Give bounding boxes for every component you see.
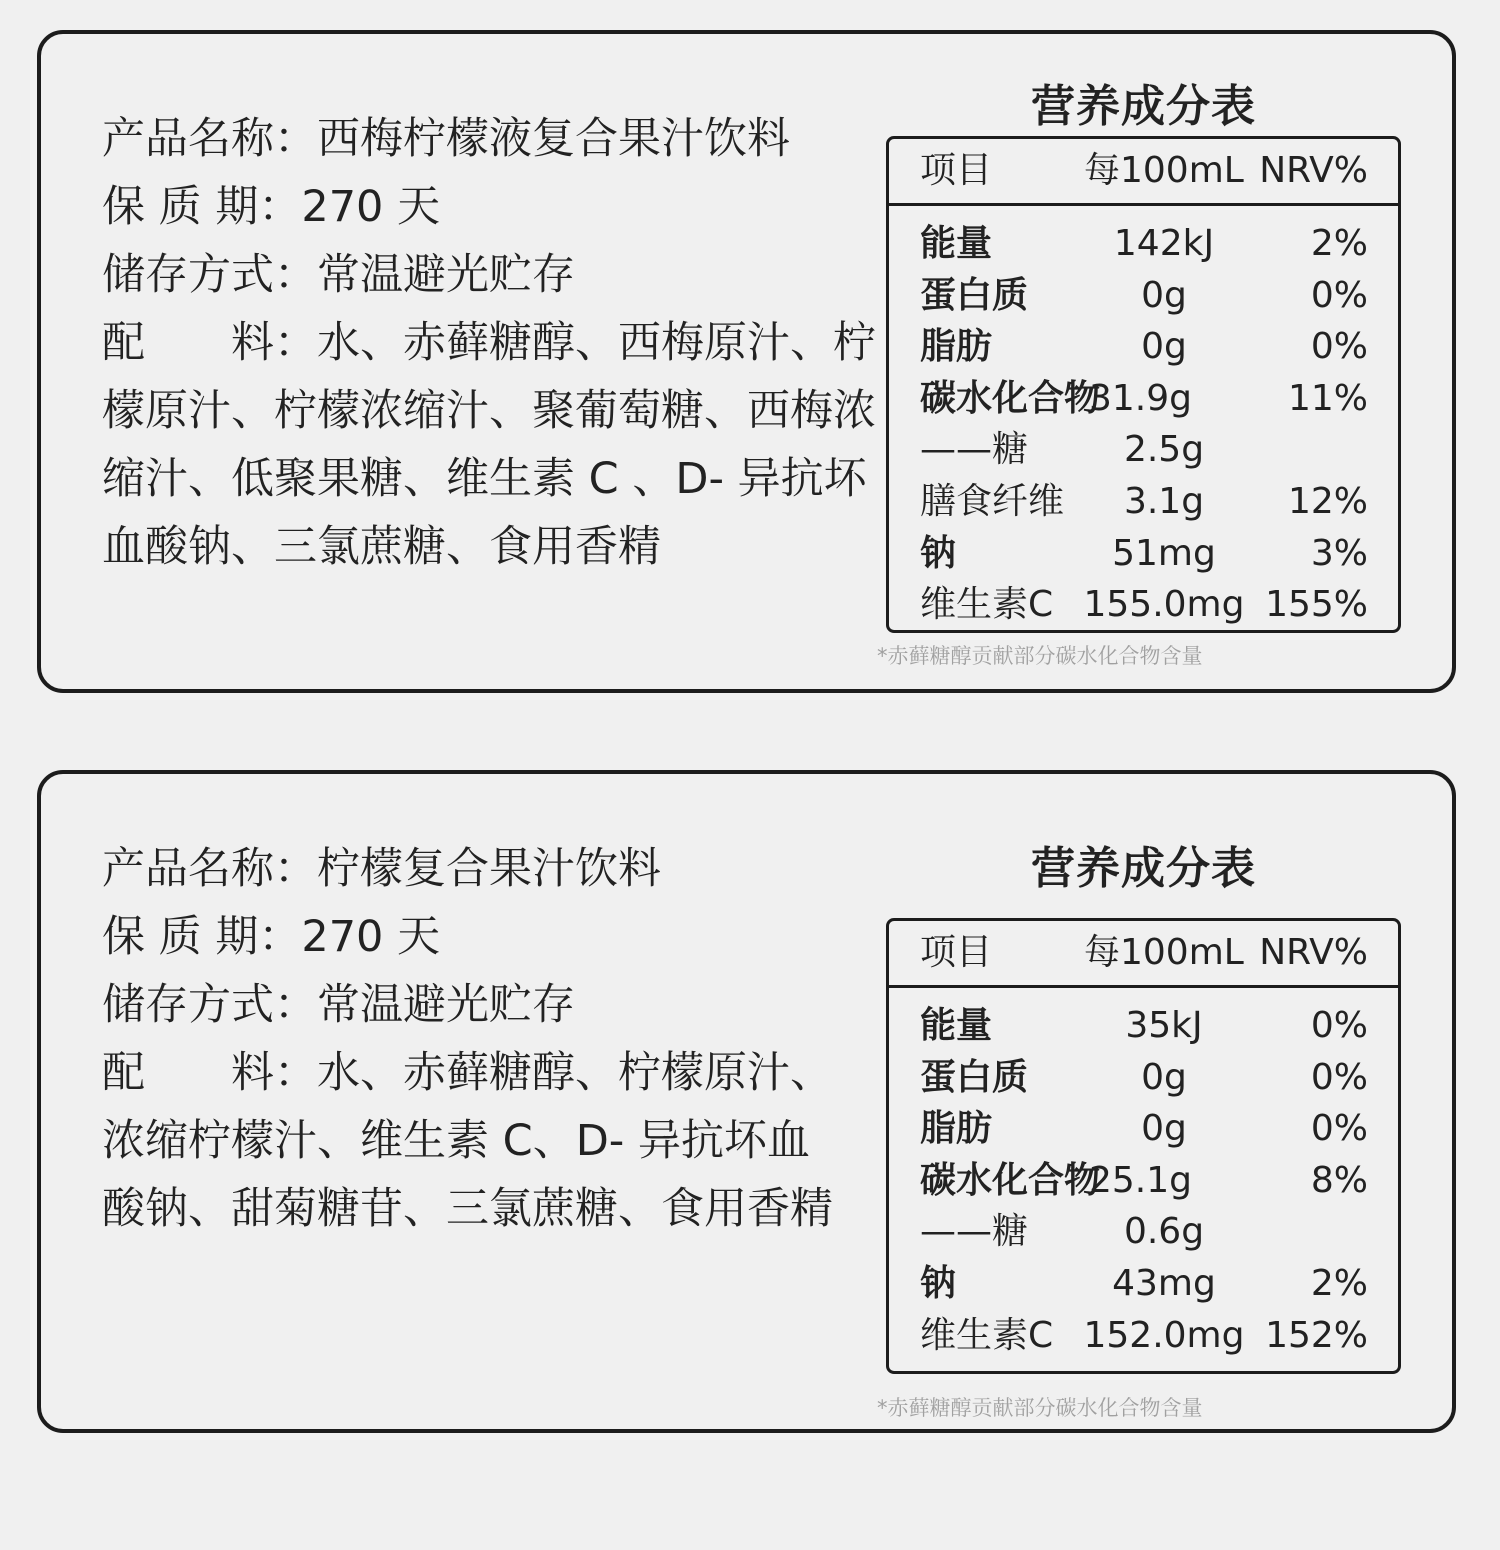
nutrition-title: 营养成分表 [1031,81,1256,132]
product-card-2 [37,770,1456,1433]
product-info [102,835,862,1243]
header-nrv: NRV% [1259,932,1368,973]
header-amount: 每100mL [1084,932,1244,973]
nutrition-title: 营养成分表 [1031,843,1256,894]
shelf-life-row [102,903,862,971]
shelf-life-row [102,173,862,241]
table-row: 钠 51mg 3% [920,532,1368,574]
nutrition-table-header [889,139,1398,206]
shelf-life-label: 保 质 期： [102,182,302,232]
ingredients-label: 配 料： [102,318,317,368]
table-row: 膳食纤维 3.1g 12% [920,480,1368,522]
ingredients [102,309,876,581]
table-row: 蛋白质 0g 0% [920,1056,1368,1098]
table-row: 维生素C 152.0mg 152% [920,1314,1368,1356]
footnote: *赤藓糖醇贡献部分碳水化合物含量 [877,1396,1203,1420]
table-row: 碳水化合物 31.9g 11% [920,377,1368,419]
nutrition-table [886,136,1401,633]
table-row: 钠 43mg 2% [920,1262,1368,1304]
table-row: 能量 35kJ 0% [920,1005,1368,1046]
ingredients [102,1039,862,1243]
header-nrv: NRV% [1259,150,1368,191]
shelf-life: 270 天 [301,912,441,962]
ingredients-line: 酸钠、甜菊糖苷、三氯蔗糖、食用香精 [102,1184,833,1234]
table-row: ——糖 2.5g [920,429,1205,471]
storage-row [102,971,862,1039]
header-item: 项目 [920,150,993,191]
product-name-label: 产品名称： [102,844,317,894]
product-name: 柠檬复合果汁饮料 [317,844,661,894]
product-name-row [102,835,862,903]
shelf-life-label: 保 质 期： [102,912,302,962]
table-row: 蛋白质 0g 0% [920,274,1368,316]
shelf-life: 270 天 [301,182,441,232]
ingredients-line: 配 料：水、赤藓糖醇、柠檬原汁、 [102,1048,833,1098]
product-info [102,105,876,581]
header-amount: 每100mL [1084,150,1244,191]
nutrition-table-header [889,921,1398,988]
ingredients-line: 血酸钠、三氯蔗糖、食用香精 [102,522,661,572]
product-name-row [102,105,862,173]
product-name: 西梅柠檬液复合果汁饮料 [317,114,790,164]
table-row: 维生素C 155.0mg 155% [920,584,1368,626]
storage: 常温避光贮存 [317,980,575,1030]
product-name-label: 产品名称： [102,114,317,164]
table-row: 碳水化合物 25.1g 8% [920,1159,1368,1201]
product-card-1 [37,30,1456,693]
ingredients-label: 配 料： [102,1048,317,1098]
table-row: 能量 142kJ 2% [920,223,1368,264]
ingredients-line: 檬原汁、柠檬浓缩汁、聚葡萄糖、西梅浓 [102,386,876,436]
ingredients-line: 缩汁、低聚果糖、维生素 C 、D- 异抗坏 [102,454,867,504]
storage-label: 储存方式： [102,980,317,1030]
table-row: 脂肪 0g 0% [920,1108,1368,1150]
table-row: 脂肪 0g 0% [920,326,1368,368]
storage-row [102,241,862,309]
table-row: ——糖 0.6g [920,1211,1205,1253]
storage: 常温避光贮存 [317,250,575,300]
nutrition-table [886,918,1401,1374]
header-item: 项目 [920,932,993,973]
storage-label: 储存方式： [102,250,317,300]
footnote: *赤藓糖醇贡献部分碳水化合物含量 [877,644,1203,668]
ingredients-line: 配 料：水、赤藓糖醇、西梅原汁、柠 [102,318,876,368]
ingredients-line: 浓缩柠檬汁、维生素 C、D- 异抗坏血 [102,1116,810,1166]
